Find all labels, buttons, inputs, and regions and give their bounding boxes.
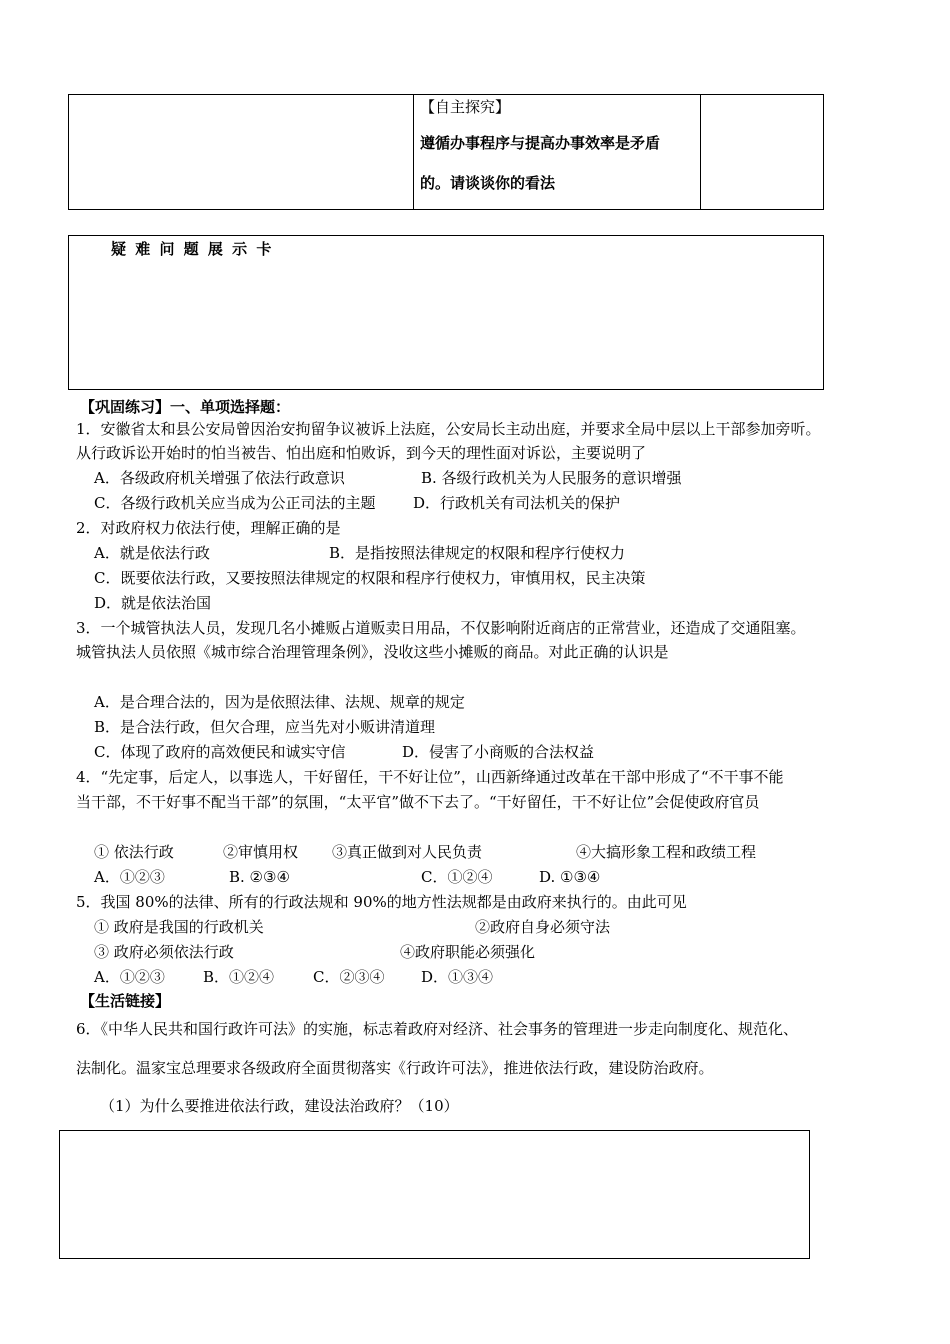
q4-line2: 当干部，不干好事不配当干部”的氛围，“太平官”做不下去了。“干好留任，干不好让位”会促使政府官员 (76, 793, 760, 811)
q1-option-a: A．各级政府机关增强了依法行政意识 (94, 469, 345, 487)
q5-item-2: ②政府自身必须守法 (475, 918, 611, 936)
q5-stem: 5．我国 80%的法律、所有的行政法规和 90%的地方性法规都是由政府来执行的。由此可见 (76, 893, 687, 911)
q4-item-2: ②审慎用权 (223, 843, 299, 861)
q3-option-c: C．体现了政府的高效便民和诚实守信 (94, 743, 346, 761)
top-table-divider-2 (700, 94, 701, 210)
q1-line1: 1．安徽省太和县公安局曾因治安拘留争议被诉上法庭，公安局长主动出庭，并要求全局中层以上干部参加旁听。 (76, 420, 821, 438)
q5-item-1: ① 政府是我国的行政机关 (94, 918, 264, 936)
answer-box[interactable] (59, 1130, 810, 1259)
q6-line1: 6．《中华人民共和国行政许可法》的实施，标志着政府对经济、社会事务的管理进一步走向制度化、规范化、 (76, 1020, 799, 1038)
self-explore-header: 【自主探究】 (420, 98, 511, 116)
q5-item-3: ③ 政府必须依法行政 (94, 943, 234, 961)
q3-line2: 城管执法人员依照《城市综合治理管理条例》，没收这些小摊贩的商品。对此正确的认识是 (76, 643, 669, 661)
q6-line2: 法制化。温家宝总理要求各级政府全面贯彻落实《行政许可法》，推进依法行政，建设防治政府。 (76, 1059, 714, 1077)
q6-subquestion-1: （1）为什么要推进依法行政，建设法治政府？（10） (100, 1097, 459, 1115)
q4-option-b: B. ②③④ (229, 868, 290, 886)
q4-item-4: ④大搞形象工程和政绩工程 (576, 843, 757, 861)
q4-option-d: D. ①③④ (539, 868, 601, 886)
q5-option-c: C．②③④ (313, 968, 385, 986)
q4-option-c: C．①②④ (421, 868, 493, 886)
q5-item-4: ④政府职能必须强化 (400, 943, 536, 961)
q1-option-d: D．行政机关有司法机关的保护 (413, 494, 621, 512)
q5-option-d: D．①③④ (421, 968, 494, 986)
q4-option-a: A．①②③ (94, 868, 165, 886)
life-link-heading: 【生活链接】 (80, 992, 171, 1010)
q1-option-c: C．各级行政机关应当成为公正司法的主题 (94, 494, 376, 512)
q5-option-a: A．①②③ (94, 968, 165, 986)
q1-line2: 从行政诉讼开始时的怕当被告、怕出庭和怕败诉，到今天的理性面对诉讼，主要说明了 (76, 444, 647, 462)
q2-option-c: C．既要依法行政，又要按照法律规定的权限和程序行使权力，审慎用权，民主决策 (94, 569, 646, 587)
practice-heading: 【巩固练习】一、单项选择题： (80, 398, 291, 416)
self-explore-question-line1: 遵循办事程序与提高办事效率是矛盾 (420, 134, 661, 152)
q3-option-d: D．侵害了小商贩的合法权益 (402, 743, 595, 761)
q4-line1: 4．“先定事，后定人，以事选人，干好留任，干不好让位”，山西新绛通过改革在干部中形成了“不干事不能 (76, 768, 784, 786)
q3-line1: 3．一个城管执法人员，发现几名小摊贩占道贩卖日用品，不仅影响附近商店的正常营业，还造成了交通阻塞。 (76, 619, 806, 637)
q2-option-d: D．就是依法治国 (94, 594, 212, 612)
self-explore-question-line2: 的。请谈谈你的看法 (420, 174, 556, 192)
q5-option-b: B．①②④ (203, 968, 275, 986)
q4-item-1: ① 依法行政 (94, 843, 174, 861)
top-table-divider-1 (413, 94, 414, 210)
q2-option-a: A．就是依法行政 (94, 544, 210, 562)
q2-option-b: B．是指按照法律规定的权限和程序行使权力 (329, 544, 626, 562)
q1-option-b: B. 各级行政机关为人民服务的意识增强 (421, 469, 682, 487)
q3-option-b: B．是合法行政，但欠合理，应当先对小贩讲清道理 (94, 718, 436, 736)
q3-option-a: A．是合理合法的，因为是依照法律、法规、规章的规定 (94, 693, 465, 711)
problem-card-title: 疑 难 问 题 展 示 卡 (111, 240, 274, 258)
q4-item-3: ③真正做到对人民负责 (332, 843, 483, 861)
q2-stem: 2．对政府权力依法行使，理解正确的是 (76, 519, 341, 537)
